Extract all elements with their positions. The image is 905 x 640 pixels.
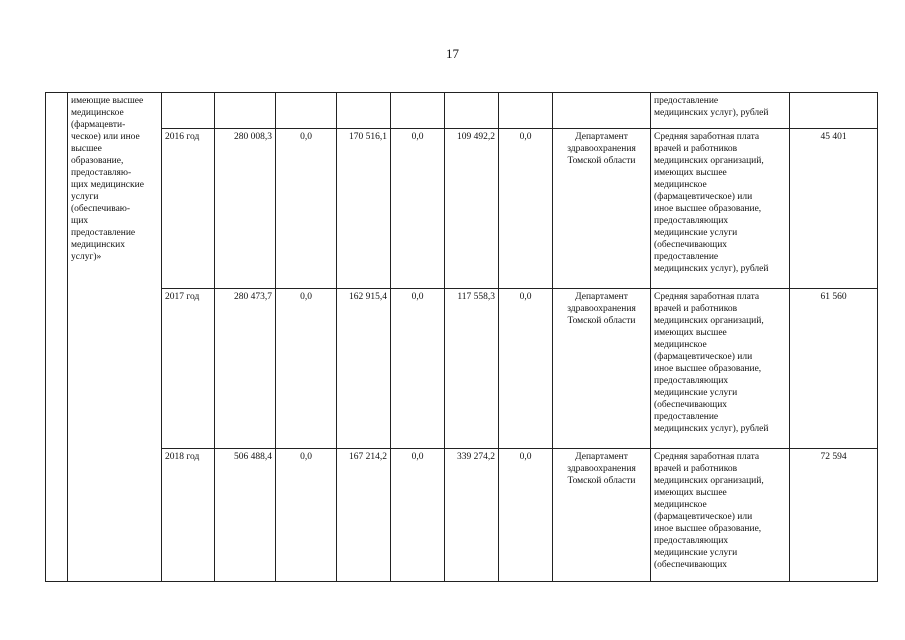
amount-cell: 0,0 (276, 289, 337, 449)
value-cell: 45 401 (790, 129, 878, 289)
name-cell: имеющие высшее медицинское (фармацевти- ческое) или иное высшее образование, предоставляю- щих медицинские услуги (обеспечиваю- щих предоставление медицинских услуг)» (68, 93, 162, 582)
amount-cell (445, 93, 499, 129)
year-cell (162, 93, 215, 129)
value-cell: 72 594 (790, 449, 878, 582)
amount-cell (276, 93, 337, 129)
year-cell: 2018 год (162, 449, 215, 582)
value-cell (790, 93, 878, 129)
value-cell: 61 560 (790, 289, 878, 449)
amount-cell: 0,0 (499, 129, 553, 289)
year-cell: 2016 год (162, 129, 215, 289)
executor-cell: Департамент здравоохранения Томской области (553, 289, 651, 449)
indicator-cell: Средняя заработная плата врачей и работников медицинских организаций, имеющих высшее медицинское (фармацевтическое) или иное высшее образование, предоставляющих медицинские услуги (обеспечивающих предоставление медицинских услуг), рублей (651, 129, 790, 289)
amount-cell: 0,0 (499, 289, 553, 449)
row-number-cell (46, 93, 68, 582)
table-row (46, 93, 878, 129)
amount-cell: 117 558,3 (445, 289, 499, 449)
total-cell (215, 93, 276, 129)
amount-cell: 0,0 (276, 449, 337, 582)
year-cell: 2017 год (162, 289, 215, 449)
indicator-cell: Средняя заработная плата врачей и работников медицинских организаций, имеющих высшее медицинское (фармацевтическое) или иное высшее образование, предоставляющих медицинские услуги (обеспечивающих (651, 449, 790, 582)
amount-cell (337, 93, 391, 129)
amount-cell: 109 492,2 (445, 129, 499, 289)
table-row (46, 289, 878, 449)
executor-cell: Департамент здравоохранения Томской области (553, 449, 651, 582)
amount-cell: 167 214,2 (337, 449, 391, 582)
executor-cell (553, 93, 651, 129)
amount-cell (391, 93, 445, 129)
amount-cell: 0,0 (499, 449, 553, 582)
indicator-cell: предоставление медицинских услуг), рублей (651, 93, 790, 129)
amount-cell: 339 274,2 (445, 449, 499, 582)
program-table (45, 92, 878, 582)
executor-cell: Департамент здравоохранения Томской области (553, 129, 651, 289)
indicator-cell: Средняя заработная плата врачей и работников медицинских организаций, имеющих высшее медицинское (фармацевтическое) или иное высшее образование, предоставляющих медицинские услуги (обеспечивающих предоставление медицинских услуг), рублей (651, 289, 790, 449)
amount-cell: 0,0 (391, 449, 445, 582)
amount-cell: 170 516,1 (337, 129, 391, 289)
amount-cell (499, 93, 553, 129)
page-number: 17 (446, 46, 459, 61)
amount-cell: 0,0 (391, 129, 445, 289)
total-cell: 506 488,4 (215, 449, 276, 582)
table-row (46, 449, 878, 582)
amount-cell: 0,0 (276, 129, 337, 289)
total-cell: 280 008,3 (215, 129, 276, 289)
table-row (46, 129, 878, 289)
total-cell: 280 473,7 (215, 289, 276, 449)
amount-cell: 0,0 (391, 289, 445, 449)
amount-cell: 162 915,4 (337, 289, 391, 449)
